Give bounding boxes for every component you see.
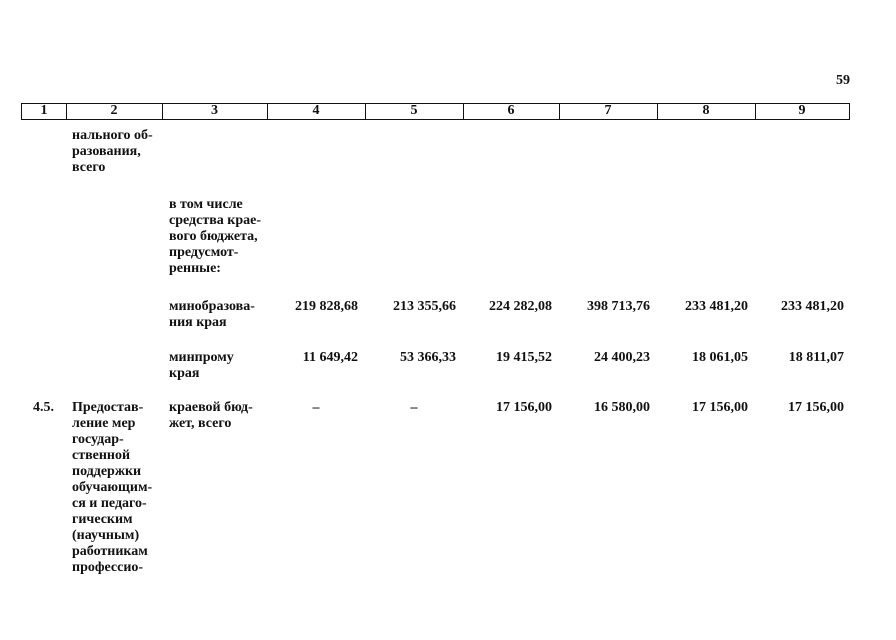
item-45-col5: – xyxy=(410,400,418,415)
header-col-3: 3 xyxy=(162,104,268,119)
text-line: в том числе xyxy=(169,197,243,212)
minobr-col5: 213 355,66 xyxy=(393,299,456,314)
table-header-row xyxy=(21,103,850,120)
item-45-col9: 17 156,00 xyxy=(788,400,844,415)
text-line: работникам xyxy=(72,544,148,559)
including-label xyxy=(169,197,262,277)
item-45-name xyxy=(72,400,160,576)
text-line: гическим xyxy=(72,512,133,527)
minprom-label xyxy=(169,350,262,382)
minobr-col6: 224 282,08 xyxy=(489,299,552,314)
item-45-col4: – xyxy=(312,400,320,415)
minobr-col9: 233 481,20 xyxy=(781,299,844,314)
text-line: ление мер xyxy=(72,416,136,431)
item-45-col7: 16 580,00 xyxy=(594,400,650,415)
item-45-col6: 17 156,00 xyxy=(496,400,552,415)
minprom-col4: 11 649,42 xyxy=(302,350,358,365)
text-line: поддержки xyxy=(72,464,142,479)
header-col-6: 6 xyxy=(463,104,560,119)
header-col-9: 9 xyxy=(798,103,806,118)
minobr-label xyxy=(169,299,262,331)
text-line: минпрому xyxy=(169,350,234,365)
header-col-2: 2 xyxy=(66,104,163,119)
item-number: 4.5. xyxy=(33,400,54,415)
header-col-4: 4 xyxy=(267,104,366,119)
text-line: ся и педаго- xyxy=(72,496,147,511)
text-line: ренные: xyxy=(169,261,221,276)
text-line: ственной xyxy=(72,448,131,463)
text-line: минобразова- xyxy=(169,299,255,314)
minprom-col8: 18 061,05 xyxy=(692,350,748,365)
text-line: профессио- xyxy=(72,560,144,575)
text-line: края xyxy=(169,366,200,381)
header-col-7: 7 xyxy=(559,104,658,119)
header-col-1: 1 xyxy=(22,104,67,119)
minobr-col4: 219 828,68 xyxy=(295,299,358,314)
text-line: краевой бюд- xyxy=(169,400,253,415)
text-line: разования, xyxy=(72,144,141,159)
minprom-col7: 24 400,23 xyxy=(594,350,650,365)
text-line: вого бюджета, xyxy=(169,229,258,244)
text-line: нального об- xyxy=(72,128,153,143)
continuation-name xyxy=(72,128,162,176)
minprom-col9: 18 811,07 xyxy=(788,350,844,365)
text-line: всего xyxy=(72,160,106,175)
header-col-5: 5 xyxy=(365,104,464,119)
minobr-col8: 233 481,20 xyxy=(685,299,748,314)
text-line: государ- xyxy=(72,432,124,447)
item-45-budget-label xyxy=(169,400,262,432)
text-line: ния края xyxy=(169,315,227,330)
text-line: предусмот- xyxy=(169,245,239,260)
text-line: средства крае- xyxy=(169,213,261,228)
minobr-col7: 398 713,76 xyxy=(587,299,650,314)
text-line: обучающим- xyxy=(72,480,153,495)
page-number: 59 xyxy=(836,73,850,88)
text-line: жет, всего xyxy=(169,416,232,431)
header-col-8: 8 xyxy=(657,104,756,119)
minprom-col6: 19 415,52 xyxy=(496,350,552,365)
minprom-col5: 53 366,33 xyxy=(400,350,456,365)
text-line: Предостав- xyxy=(72,400,144,415)
text-line: (научным) xyxy=(72,528,140,543)
item-45-col8: 17 156,00 xyxy=(692,400,748,415)
